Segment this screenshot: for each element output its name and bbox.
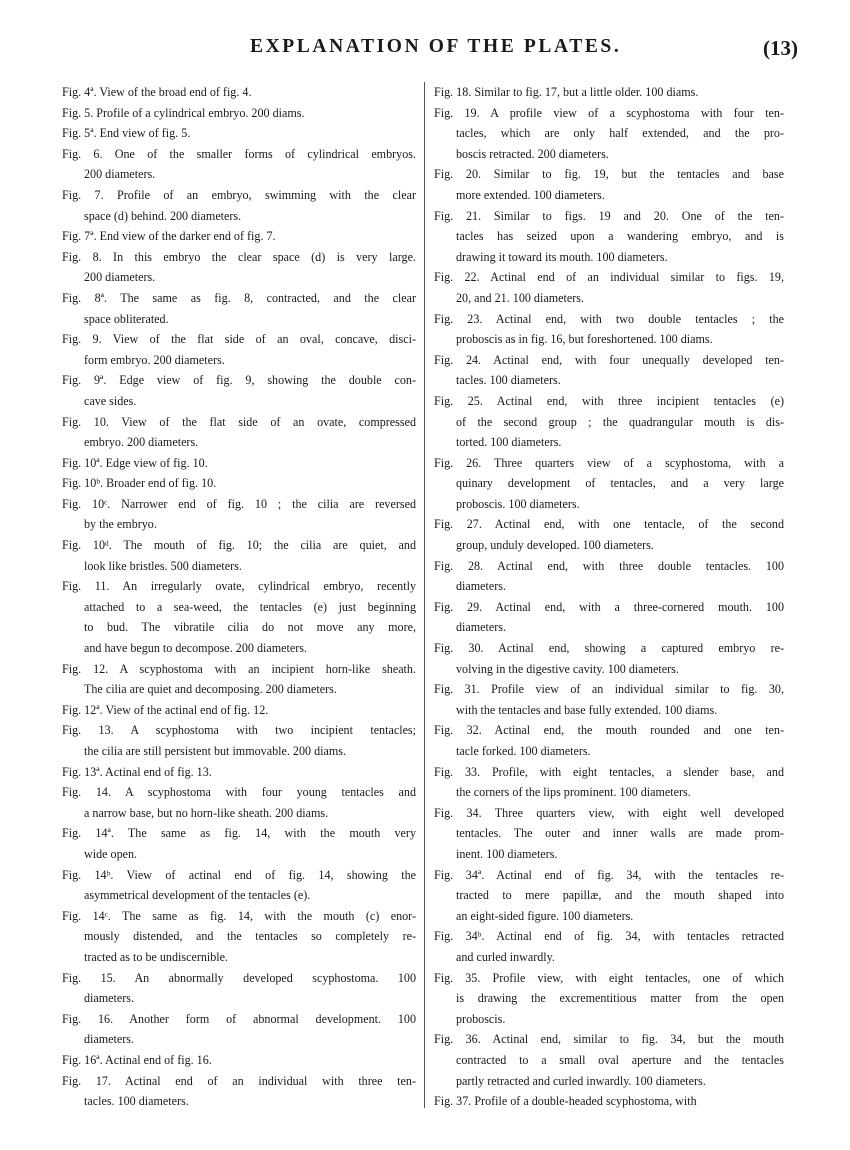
left-column	[62, 82, 416, 1112]
entry-continuation-line: tentacles. The outer and inner walls are made prom-	[456, 826, 784, 841]
right-column	[434, 82, 784, 1112]
entry-continuation-line: The cilia are quiet and decomposing. 200 diameters.	[84, 682, 337, 697]
entry-continuation-line: embryo. 200 diameters.	[84, 435, 199, 450]
entry-first-line: Fig. 36. Actinal end, similar to fig. 34, but the mouth	[434, 1032, 784, 1047]
entry-continuation-line: quinary development of tentacles, and a very large	[456, 476, 784, 491]
entry-continuation-line: tacles has seized upon a wandering embryo, and is	[456, 229, 784, 244]
entry-first-line: Fig. 24. Actinal end, with four unequally developed ten-	[434, 352, 784, 367]
figure-entry	[434, 762, 784, 803]
entry-first-line: Fig. 14ª. The same as fig. 14, with the mouth very	[62, 826, 416, 841]
figure-entry	[62, 412, 416, 453]
entry-first-line: Fig. 10ᵇ. Broader end of fig. 10.	[62, 476, 217, 491]
figure-entry	[434, 103, 784, 165]
figure-entry	[62, 782, 416, 823]
entry-first-line: Fig. 8ª. The same as fig. 8, contracted, and the clear	[62, 290, 416, 305]
figure-entry	[62, 659, 416, 700]
entry-continuation-line: and curled inwardly.	[456, 949, 555, 964]
entry-continuation-line: an eight-sided figure. 100 diameters.	[456, 908, 634, 923]
figure-entry	[434, 968, 784, 1030]
entry-continuation-line: mously distended, and the tentacles so completely re-	[84, 929, 416, 944]
entry-first-line: Fig. 34ª. Actinal end of fig. 34, with the tentacles re-	[434, 867, 784, 882]
entry-first-line: Fig. 13ª. Actinal end of fig. 13.	[62, 764, 212, 779]
entry-continuation-line: form embryo. 200 diameters.	[84, 352, 225, 367]
entry-continuation-line: to bud. The vibratile cilia do not move any more,	[84, 620, 416, 635]
figure-entry	[62, 123, 416, 144]
figure-entry	[62, 1050, 416, 1071]
figure-entry	[434, 1029, 784, 1091]
entry-continuation-line: diameters.	[84, 1032, 135, 1047]
entry-first-line: Fig. 13. A scyphostoma with two incipient tentacles;	[62, 723, 416, 738]
figure-entry	[434, 453, 784, 515]
figure-entry	[434, 206, 784, 268]
figure-entry	[62, 906, 416, 968]
figure-entry	[62, 370, 416, 411]
figure-entry	[434, 267, 784, 308]
entry-first-line: Fig. 6. One of the smaller forms of cylindrical embryos.	[62, 146, 416, 161]
entry-continuation-line: 200 diameters.	[84, 167, 156, 182]
entry-first-line: Fig. 9. View of the flat side of an oval, concave, disci-	[62, 332, 416, 347]
entry-first-line: Fig. 9ª. Edge view of fig. 9, showing the double con-	[62, 373, 416, 388]
entry-first-line: Fig. 20. Similar to fig. 19, but the tentacles and base	[434, 167, 784, 182]
figure-entry	[62, 226, 416, 247]
entry-continuation-line: diameters.	[456, 620, 507, 635]
entry-continuation-line: proboscis. 100 diameters.	[456, 496, 580, 511]
entry-first-line: Fig. 34. Three quarters view, with eight well developed	[434, 805, 784, 820]
figure-entry	[434, 309, 784, 350]
entry-continuation-line: tacles. 100 diameters.	[456, 373, 561, 388]
column-divider	[424, 82, 425, 1108]
entry-first-line: Fig. 16. Another form of abnormal development. 100	[62, 1011, 416, 1026]
entry-first-line: Fig. 34ᵇ. Actinal end of fig. 34, with tentacles retracted	[434, 929, 784, 944]
entry-first-line: Fig. 10ª. Edge view of fig. 10.	[62, 455, 208, 470]
figure-entry	[62, 700, 416, 721]
entry-first-line: Fig. 17. Actinal end of an individual with three ten-	[62, 1073, 416, 1088]
entry-continuation-line: partly retracted and curled inwardly. 100 diameters.	[456, 1073, 706, 1088]
entry-continuation-line: volving in the digestive cavity. 100 diameters.	[456, 661, 679, 676]
entry-continuation-line: by the embryo.	[84, 517, 157, 532]
figure-entry	[62, 288, 416, 329]
entry-continuation-line: wide open.	[84, 846, 138, 861]
entry-continuation-line: space obliterated.	[84, 311, 169, 326]
entry-first-line: Fig. 21. Similar to figs. 19 and 20. One of the ten-	[434, 208, 784, 223]
entry-continuation-line: the cilia are still persistent but immovable. 200 diams.	[84, 744, 346, 758]
entry-continuation-line: 20, and 21. 100 diameters.	[456, 290, 584, 305]
figure-entry	[434, 556, 784, 597]
figure-entry	[434, 391, 784, 453]
entry-continuation-line: drawing it toward its mouth. 100 diameters.	[456, 249, 668, 264]
figure-entry	[434, 1091, 784, 1112]
entry-continuation-line: torted. 100 diameters.	[456, 435, 562, 450]
entry-continuation-line: tracted as to be undiscernible.	[84, 949, 229, 964]
figure-entry	[62, 329, 416, 370]
figure-entry	[62, 968, 416, 1009]
entry-first-line: Fig. 11. An irregularly ovate, cylindrical embryo, recently	[62, 579, 416, 594]
entry-first-line: Fig. 14ᶜ. The same as fig. 14, with the mouth (c) enor-	[62, 908, 416, 923]
entry-continuation-line: contracted to a small oval aperture and the tentacles	[456, 1052, 784, 1067]
entry-first-line: Fig. 8. In this embryo the clear space (d) is very large.	[62, 249, 416, 264]
entry-continuation-line: with the tentacles and base fully extended. 100 diams.	[456, 702, 718, 717]
entry-first-line: Fig. 5ª. End view of fig. 5.	[62, 126, 191, 141]
entry-first-line: Fig. 33. Profile, with eight tentacles, a slender base, and	[434, 764, 784, 779]
entry-continuation-line: proboscis as in fig. 16, but foreshortened. 100 diams.	[456, 332, 713, 347]
entry-continuation-line: and have begun to decompose. 200 diameters.	[84, 641, 307, 656]
figure-entry	[434, 803, 784, 865]
figure-entry	[434, 350, 784, 391]
entry-first-line: Fig. 37. Profile of a double-headed scyphostoma, with	[434, 1094, 697, 1109]
entry-first-line: Fig. 30. Actinal end, showing a captured embryo re-	[434, 641, 784, 656]
entry-first-line: Fig. 12. A scyphostoma with an incipient horn-like sheath.	[62, 661, 416, 676]
entry-first-line: Fig. 25. Actinal end, with three incipient tentacles (e)	[434, 393, 784, 408]
entry-continuation-line: boscis retracted. 200 diameters.	[456, 146, 609, 161]
page-title: EXPLANATION OF THE PLATES.	[250, 36, 622, 57]
entry-first-line: Fig. 10ᶜ. Narrower end of fig. 10 ; the cilia are reversed	[62, 496, 416, 511]
entry-first-line: Fig. 28. Actinal end, with three double tentacles. 100	[434, 558, 784, 573]
figure-entry	[62, 865, 416, 906]
entry-continuation-line: proboscis.	[456, 1011, 506, 1026]
figure-entry	[434, 514, 784, 555]
entry-continuation-line: group, unduly developed. 100 diameters.	[456, 538, 654, 553]
figure-entry	[62, 1071, 416, 1112]
entry-first-line: Fig. 15. An abnormally developed scyphostoma. 100	[62, 970, 416, 985]
figure-entry	[62, 82, 416, 103]
entry-continuation-line: is drawing the excrementitious matter from the open	[456, 991, 784, 1006]
figure-entry	[62, 823, 416, 864]
entry-first-line: Fig. 10. View of the flat side of an ovate, compressed	[62, 414, 416, 429]
entry-first-line: Fig. 27. Actinal end, with one tentacle, of the second	[434, 517, 784, 532]
entry-continuation-line: attached to a sea-weed, the tentacles (e) just beginning	[84, 599, 416, 614]
entry-first-line: Fig. 10ᵈ. The mouth of fig. 10; the cilia are quiet, and	[62, 538, 416, 553]
entry-first-line: Fig. 31. Profile view of an individual similar to fig. 30,	[434, 682, 784, 697]
entry-first-line: Fig. 14. A scyphostoma with four young tentacles and	[62, 785, 416, 800]
entry-continuation-line: tracted to mere papillæ, and the mouth shaped into	[456, 888, 784, 903]
entry-first-line: Fig. 26. Three quarters view of a scyphostoma, with a	[434, 455, 784, 470]
figure-entry	[434, 926, 784, 967]
entry-continuation-line: cave sides.	[84, 393, 137, 408]
figure-entry	[434, 597, 784, 638]
entry-first-line: Fig. 16ª. Actinal end of fig. 16.	[62, 1052, 212, 1067]
figure-entry	[62, 1009, 416, 1050]
figure-entry	[62, 762, 416, 783]
entry-continuation-line: of the second group ; the quadrangular mouth is dis-	[456, 414, 784, 429]
figure-entry	[62, 185, 416, 226]
entry-first-line: Fig. 4ª. View of the broad end of fig. 4.	[62, 85, 252, 99]
entry-first-line: Fig. 14ᵇ. View of actinal end of fig. 14, showing the	[62, 867, 416, 882]
entry-continuation-line: inent. 100 diameters.	[456, 846, 558, 861]
page-number: (13)	[763, 36, 798, 60]
figure-entry	[434, 679, 784, 720]
figure-entry	[62, 144, 416, 185]
entry-continuation-line: diameters.	[456, 579, 507, 594]
entry-continuation-line: more extended. 100 diameters.	[456, 187, 605, 202]
figure-entry	[434, 638, 784, 679]
entry-first-line: Fig. 35. Profile view, with eight tentacles, one of which	[434, 970, 784, 985]
entry-continuation-line: look like bristles. 500 diameters.	[84, 558, 242, 573]
entry-continuation-line: a narrow base, but no horn-like sheath. 200 diams.	[84, 805, 329, 820]
entry-first-line: Fig. 12ª. View of the actinal end of fig. 12.	[62, 702, 269, 717]
figure-entry	[62, 720, 416, 761]
figure-entry	[62, 473, 416, 494]
entry-continuation-line: tacles. 100 diameters.	[84, 1094, 189, 1109]
entry-first-line: Fig. 7. Profile of an embryo, swimming with the clear	[62, 187, 416, 202]
entry-continuation-line: space (d) behind. 200 diameters.	[84, 208, 242, 223]
figure-entry	[434, 82, 784, 103]
entry-first-line: Fig. 29. Actinal end, with a three-cornered mouth. 100	[434, 599, 784, 614]
figure-entry	[62, 247, 416, 288]
figure-entry	[62, 453, 416, 474]
entry-continuation-line: 200 diameters.	[84, 270, 156, 285]
entry-first-line: Fig. 7ª. End view of the darker end of fig. 7.	[62, 229, 276, 244]
entry-continuation-line: the corners of the lips prominent. 100 diameters.	[456, 785, 691, 800]
figure-entry	[434, 865, 784, 927]
figure-entry	[62, 494, 416, 535]
page-header	[0, 34, 850, 64]
figure-entry	[62, 576, 416, 658]
figure-entry	[434, 720, 784, 761]
entry-continuation-line: tacles, which are only half extended, and the pro-	[456, 126, 784, 141]
entry-first-line: Fig. 5. Profile of a cylindrical embryo. 200 diams.	[62, 105, 305, 120]
entry-first-line: Fig. 19. A profile view of a scyphostoma with four ten-	[434, 105, 784, 120]
entry-first-line: Fig. 32. Actinal end, the mouth rounded and one ten-	[434, 723, 784, 738]
figure-entry	[62, 103, 416, 124]
figure-entry	[434, 164, 784, 205]
figure-entry	[62, 535, 416, 576]
entry-first-line: Fig. 23. Actinal end, with two double tentacles ; the	[434, 311, 784, 326]
entry-first-line: Fig. 18. Similar to fig. 17, but a little older. 100 diams.	[434, 85, 699, 99]
entry-first-line: Fig. 22. Actinal end of an individual similar to figs. 19,	[434, 270, 784, 285]
entry-continuation-line: diameters.	[84, 991, 135, 1006]
entry-continuation-line: tacle forked. 100 diameters.	[456, 744, 591, 758]
entry-continuation-line: asymmetrical development of the tentacles (e).	[84, 888, 311, 903]
